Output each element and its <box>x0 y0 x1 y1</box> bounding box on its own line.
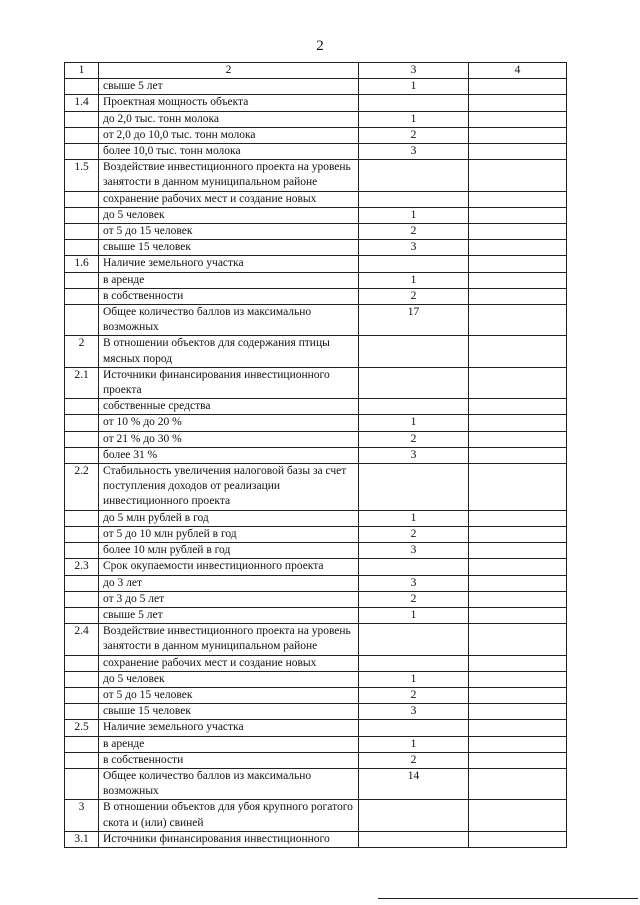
criterion-cell: до 3 лет <box>99 575 359 591</box>
criterion-cell: свыше 5 лет <box>99 79 359 95</box>
score-cell: 3 <box>359 447 469 463</box>
header-cell-1: 1 <box>65 63 99 79</box>
criteria-table <box>64 62 567 848</box>
criterion-cell: от 3 до 5 лет <box>99 591 359 607</box>
score-cell <box>359 191 469 207</box>
header-cell-2: 2 <box>99 63 359 79</box>
score-cell <box>359 160 469 191</box>
criterion-cell: в аренде <box>99 736 359 752</box>
criterion-cell: Наличие земельного участка <box>99 256 359 272</box>
criterion-cell: сохранение рабочих мест и создание новых <box>99 655 359 671</box>
notes-cell <box>469 95 567 111</box>
notes-cell <box>469 543 567 559</box>
notes-cell <box>469 559 567 575</box>
table-row <box>65 160 567 191</box>
criterion-cell: Срок окупаемости инвестиционного проекта <box>99 559 359 575</box>
table-row <box>65 720 567 736</box>
notes-cell <box>469 431 567 447</box>
table-row <box>65 655 567 671</box>
score-cell <box>359 831 469 847</box>
criterion-cell: свыше 15 человек <box>99 704 359 720</box>
row-number-cell <box>65 207 99 223</box>
notes-cell <box>469 191 567 207</box>
score-cell: 3 <box>359 543 469 559</box>
notes-cell <box>469 288 567 304</box>
criterion-cell: В отношении объектов для содержания птицы мясных пород <box>99 336 359 367</box>
row-number-cell <box>65 305 99 336</box>
notes-cell <box>469 256 567 272</box>
page-number: 2 <box>316 38 324 54</box>
criterion-cell: до 5 человек <box>99 671 359 687</box>
table-row <box>65 288 567 304</box>
row-number-cell <box>65 447 99 463</box>
criterion-cell: Источники финансирования инвестиционного проекта <box>99 367 359 398</box>
row-number-cell: 2.2 <box>65 464 99 511</box>
notes-cell <box>469 464 567 511</box>
notes-cell <box>469 736 567 752</box>
notes-cell <box>469 399 567 415</box>
score-cell: 3 <box>359 144 469 160</box>
row-number-cell <box>65 191 99 207</box>
score-cell <box>359 464 469 511</box>
notes-cell <box>469 79 567 95</box>
criterion-cell: сохранение рабочих мест и создание новых <box>99 191 359 207</box>
table-row <box>65 526 567 542</box>
notes-cell <box>469 624 567 655</box>
score-cell <box>359 95 469 111</box>
notes-cell <box>469 607 567 623</box>
notes-cell <box>469 207 567 223</box>
score-cell: 3 <box>359 240 469 256</box>
row-number-cell: 2.5 <box>65 720 99 736</box>
criterion-cell: Источники финансирования инвестиционного <box>99 831 359 847</box>
criterion-cell: Общее количество баллов из максимально возможных <box>99 305 359 336</box>
table-row <box>65 624 567 655</box>
table-row <box>65 79 567 95</box>
criterion-cell: от 10 % до 20 % <box>99 415 359 431</box>
table-row <box>65 447 567 463</box>
score-cell: 2 <box>359 224 469 240</box>
table-row <box>65 144 567 160</box>
score-cell <box>359 336 469 367</box>
score-cell: 14 <box>359 768 469 799</box>
score-cell: 3 <box>359 704 469 720</box>
criterion-cell: свыше 15 человек <box>99 240 359 256</box>
table-row <box>65 591 567 607</box>
score-cell: 3 <box>359 575 469 591</box>
header-cell-4: 4 <box>469 63 567 79</box>
score-cell: 1 <box>359 272 469 288</box>
row-number-cell <box>65 752 99 768</box>
notes-cell <box>469 575 567 591</box>
row-number-cell <box>65 288 99 304</box>
row-number-cell <box>65 543 99 559</box>
notes-cell <box>469 447 567 463</box>
criterion-cell: в аренде <box>99 272 359 288</box>
row-number-cell <box>65 144 99 160</box>
score-cell: 1 <box>359 736 469 752</box>
table-row <box>65 207 567 223</box>
table-row <box>65 336 567 367</box>
table-row <box>65 559 567 575</box>
row-number-cell: 1.6 <box>65 256 99 272</box>
row-number-cell <box>65 510 99 526</box>
notes-cell <box>469 240 567 256</box>
criterion-cell: Общее количество баллов из максимально возможных <box>99 768 359 799</box>
score-cell: 1 <box>359 510 469 526</box>
table-row <box>65 224 567 240</box>
notes-cell <box>469 752 567 768</box>
row-number-cell <box>65 272 99 288</box>
score-cell: 2 <box>359 431 469 447</box>
row-number-cell: 1.5 <box>65 160 99 191</box>
table-row <box>65 464 567 511</box>
score-cell: 1 <box>359 79 469 95</box>
row-number-cell: 2 <box>65 336 99 367</box>
criterion-cell: от 21 % до 30 % <box>99 431 359 447</box>
criterion-cell: Стабильность увеличения налоговой базы за счет поступления доходов от реализации инвестиционного проекта <box>99 464 359 511</box>
header-cell-3: 3 <box>359 63 469 79</box>
table-row <box>65 272 567 288</box>
score-cell <box>359 655 469 671</box>
score-cell: 2 <box>359 752 469 768</box>
notes-cell <box>469 800 567 831</box>
table-row <box>65 127 567 143</box>
notes-cell <box>469 831 567 847</box>
row-number-cell: 1.4 <box>65 95 99 111</box>
criterion-cell: более 31 % <box>99 447 359 463</box>
notes-cell <box>469 655 567 671</box>
row-number-cell <box>65 687 99 703</box>
row-number-cell <box>65 415 99 431</box>
notes-cell <box>469 526 567 542</box>
row-number-cell <box>65 111 99 127</box>
row-number-cell <box>65 127 99 143</box>
row-number-cell <box>65 575 99 591</box>
notes-cell <box>469 160 567 191</box>
table-row <box>65 431 567 447</box>
row-number-cell <box>65 79 99 95</box>
row-number-cell <box>65 704 99 720</box>
table-row <box>65 736 567 752</box>
row-number-cell <box>65 768 99 799</box>
table-row <box>65 399 567 415</box>
notes-cell <box>469 671 567 687</box>
notes-cell <box>469 127 567 143</box>
row-number-cell: 2.4 <box>65 624 99 655</box>
row-number-cell <box>65 591 99 607</box>
row-number-cell <box>65 240 99 256</box>
score-cell: 2 <box>359 687 469 703</box>
criterion-cell: Наличие земельного участка <box>99 720 359 736</box>
notes-cell <box>469 510 567 526</box>
row-number-cell <box>65 736 99 752</box>
score-cell <box>359 720 469 736</box>
criterion-cell: свыше 5 лет <box>99 607 359 623</box>
score-cell <box>359 559 469 575</box>
notes-cell <box>469 591 567 607</box>
criterion-cell: от 5 до 10 млн рублей в год <box>99 526 359 542</box>
table-row <box>65 95 567 111</box>
score-cell <box>359 624 469 655</box>
table-row <box>65 704 567 720</box>
table-row <box>65 752 567 768</box>
table-row <box>65 191 567 207</box>
score-cell: 17 <box>359 305 469 336</box>
table-row <box>65 415 567 431</box>
score-cell: 1 <box>359 607 469 623</box>
notes-cell <box>469 687 567 703</box>
table-row <box>65 768 567 799</box>
notes-cell <box>469 768 567 799</box>
table-row <box>65 607 567 623</box>
notes-cell <box>469 305 567 336</box>
row-number-cell <box>65 671 99 687</box>
table-row <box>65 510 567 526</box>
table-row <box>65 831 567 847</box>
table-row <box>65 305 567 336</box>
table-row <box>65 671 567 687</box>
table-row <box>65 256 567 272</box>
notes-cell <box>469 272 567 288</box>
score-cell: 2 <box>359 127 469 143</box>
score-cell <box>359 367 469 398</box>
criterion-cell: от 2,0 до 10,0 тыс. тонн молока <box>99 127 359 143</box>
notes-cell <box>469 720 567 736</box>
criterion-cell: до 5 млн рублей в год <box>99 510 359 526</box>
score-cell: 2 <box>359 288 469 304</box>
criterion-cell: Воздействие инвестиционного проекта на уровень занятости в данном муниципальном районе <box>99 624 359 655</box>
score-cell: 2 <box>359 591 469 607</box>
criteria-table-body <box>65 63 567 848</box>
score-cell: 1 <box>359 207 469 223</box>
notes-cell <box>469 111 567 127</box>
table-row <box>65 367 567 398</box>
criterion-cell: от 5 до 15 человек <box>99 224 359 240</box>
row-number-cell <box>65 431 99 447</box>
criterion-cell: Проектная мощность объекта <box>99 95 359 111</box>
footer-rule <box>378 898 638 899</box>
criterion-cell: до 2,0 тыс. тонн молока <box>99 111 359 127</box>
table-row <box>65 687 567 703</box>
criterion-cell: Воздействие инвестиционного проекта на уровень занятости в данном муниципальном районе <box>99 160 359 191</box>
criterion-cell: собственные средства <box>99 399 359 415</box>
notes-cell <box>469 415 567 431</box>
criterion-cell: более 10 млн рублей в год <box>99 543 359 559</box>
score-cell: 2 <box>359 526 469 542</box>
score-cell: 1 <box>359 415 469 431</box>
row-number-cell <box>65 655 99 671</box>
table-row <box>65 111 567 127</box>
notes-cell <box>469 336 567 367</box>
score-cell: 1 <box>359 111 469 127</box>
row-number-cell <box>65 224 99 240</box>
row-number-cell <box>65 607 99 623</box>
notes-cell <box>469 144 567 160</box>
score-cell <box>359 256 469 272</box>
score-cell: 1 <box>359 671 469 687</box>
row-number-cell: 3 <box>65 800 99 831</box>
row-number-cell <box>65 399 99 415</box>
row-number-cell: 2.3 <box>65 559 99 575</box>
criterion-cell: до 5 человек <box>99 207 359 223</box>
table-row <box>65 543 567 559</box>
score-cell <box>359 399 469 415</box>
row-number-cell: 2.1 <box>65 367 99 398</box>
table-row <box>65 800 567 831</box>
criterion-cell: в собственности <box>99 752 359 768</box>
row-number-cell: 3.1 <box>65 831 99 847</box>
criterion-cell: более 10,0 тыс. тонн молока <box>99 144 359 160</box>
criterion-cell: в собственности <box>99 288 359 304</box>
notes-cell <box>469 367 567 398</box>
table-row <box>65 575 567 591</box>
score-cell <box>359 800 469 831</box>
row-number-cell <box>65 526 99 542</box>
criterion-cell: В отношении объектов для убоя крупного рогатого скота и (или) свиней <box>99 800 359 831</box>
notes-cell <box>469 704 567 720</box>
notes-cell <box>469 224 567 240</box>
table-row <box>65 240 567 256</box>
table-header-row <box>65 63 567 79</box>
criterion-cell: от 5 до 15 человек <box>99 687 359 703</box>
